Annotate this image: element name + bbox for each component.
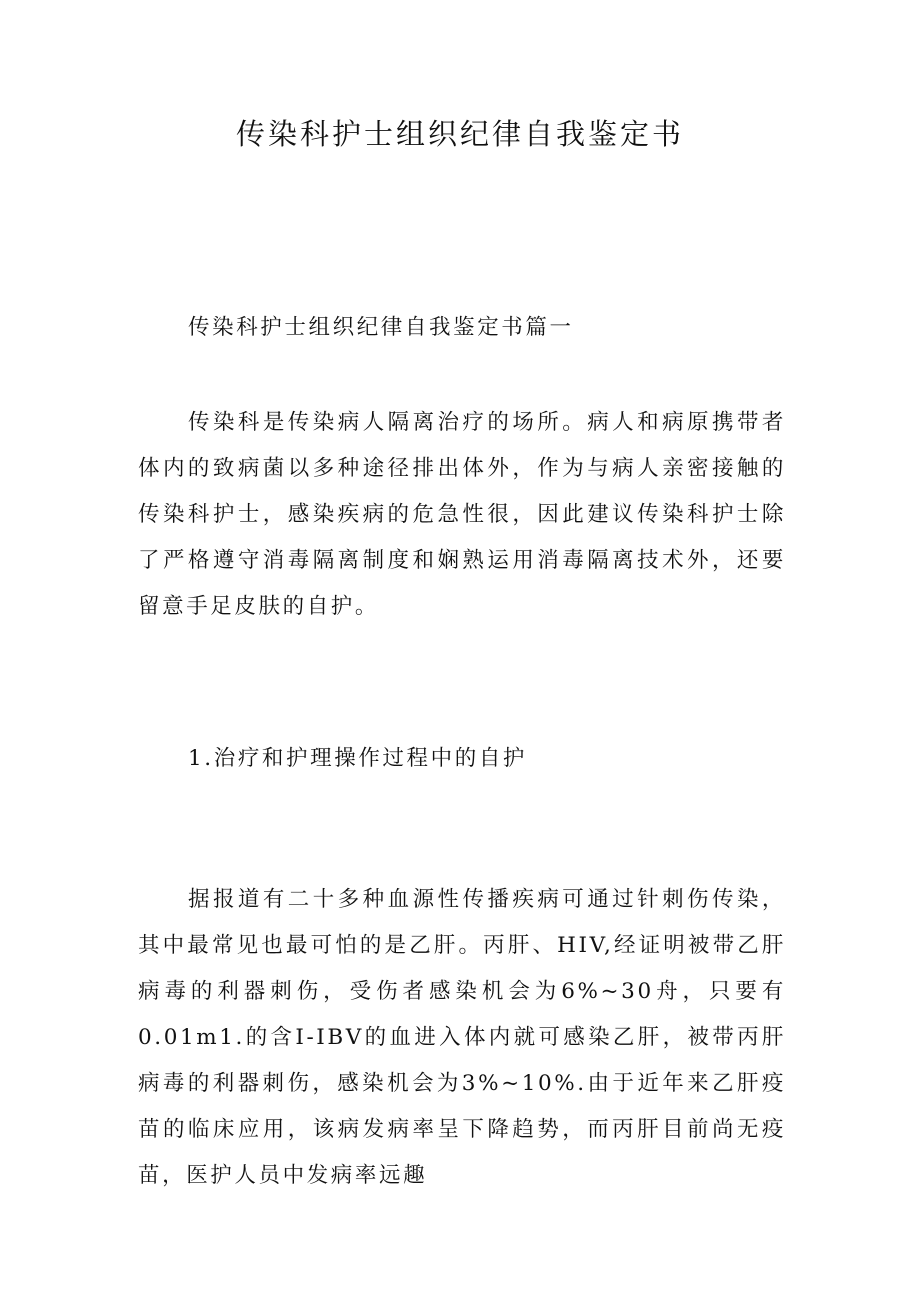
body-paragraph-1: 传染科是传染病人隔离治疗的场所。病人和病原携带者体内的致病菌以多种途径排出体外，作为与病人亲密接触的传染科护士，感染疾病的危急性很，因此建议传染科护士除了严格遵守消毒隔离制度和娴熟运用消毒隔离技术外，还要留意手足皮肤的自护。: [138, 410, 786, 619]
item-heading: 1.治疗和护理操作过程中的自护: [188, 746, 528, 771]
section-heading: 传染科护士组织纪律自我鉴定书篇一: [188, 315, 574, 340]
document-title: 传染科护士组织纪律自我鉴定书: [235, 117, 684, 151]
body-paragraph-2: 据报道有二十多种血源性传播疾病可通过针刺伤传染，其中最常见也最可怕的是乙肝。丙肝、HIV,经证明被带乙肝病毒的利器刺伤，受伤者感染机会为6%~30舟，只要有0.01m1.的含I-IBV的血进入体内就可感染乙肝，被带丙肝病毒的利器刺伤，感染机会为3%~10%.由于近年来乙肝疫苗的临床应用，该病发病率呈下降趋势，而丙肝目前尚无疫苗，医护人员中发病率远趣: [138, 887, 786, 1188]
